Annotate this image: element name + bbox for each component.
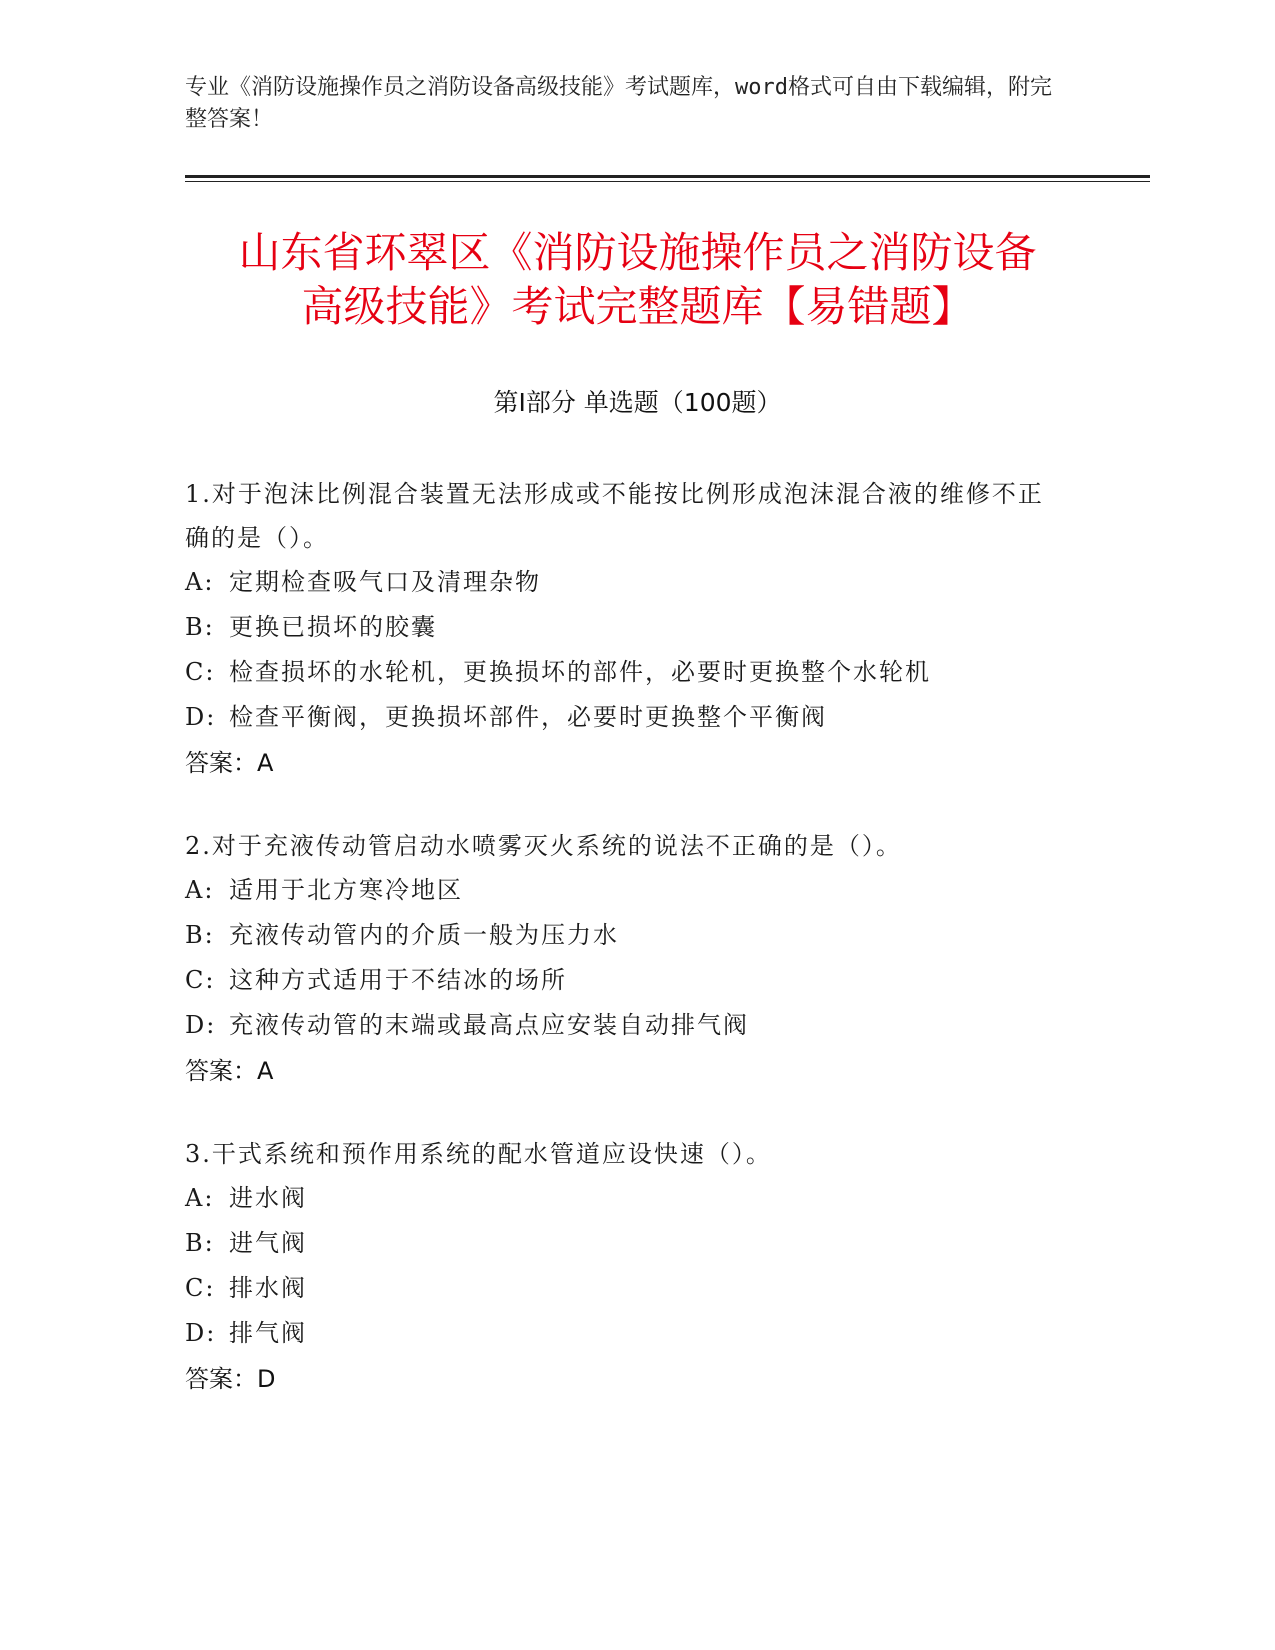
option-c xyxy=(185,650,1065,695)
option-letter: A: xyxy=(185,876,215,904)
question-2 xyxy=(185,824,1065,1094)
option-b xyxy=(185,605,1065,650)
option-d xyxy=(185,1003,1065,1048)
option-text: 排水阀 xyxy=(229,1274,307,1302)
option-b xyxy=(185,1221,1065,1266)
answer-line: 答案：D xyxy=(185,1365,276,1393)
option-letter: C: xyxy=(185,658,216,686)
option-c xyxy=(185,1266,1065,1311)
answer-line: 答案：A xyxy=(185,749,274,777)
option-text: 充液传动管内的介质一般为压力水 xyxy=(229,921,619,949)
header-rule-thick xyxy=(185,175,1150,178)
document-title-line-2: 高级技能》考试完整题库【易错题】 xyxy=(301,282,974,331)
option-text: 排气阀 xyxy=(229,1319,307,1347)
option-letter: A: xyxy=(185,568,215,596)
question-stem: 1.对于泡沫比例混合装置无法形成或不能按比例形成泡沫混合液的维修不正确的是（）。 xyxy=(185,480,1044,552)
option-letter: D: xyxy=(185,1011,217,1039)
option-text: 充液传动管的末端或最高点应安装自动排气阀 xyxy=(229,1011,749,1039)
option-text: 检查损坏的水轮机，更换损坏的部件，必要时更换整个水轮机 xyxy=(229,658,931,686)
option-letter: D: xyxy=(185,1319,217,1347)
question-stem: 2.对于充液传动管启动水喷雾灭火系统的说法不正确的是（）。 xyxy=(185,832,902,860)
option-b xyxy=(185,913,1065,958)
answer-line: 答案：A xyxy=(185,1057,274,1085)
option-c xyxy=(185,958,1065,1003)
option-letter: B: xyxy=(185,1229,215,1257)
option-letter: A: xyxy=(185,1184,215,1212)
header-rule-thin xyxy=(185,181,1150,182)
option-d xyxy=(185,695,1065,740)
option-letter: B: xyxy=(185,921,215,949)
option-letter: C: xyxy=(185,966,216,994)
question-list xyxy=(185,472,1065,1440)
option-a xyxy=(185,1176,1065,1221)
header-note: 专业《消防设施操作员之消防设备高级技能》考试题库，word格式可自由下载编辑，附完整答案！ xyxy=(185,75,1052,132)
section-heading: 第I部分 单选题（100题） xyxy=(493,388,782,417)
option-a xyxy=(185,868,1065,913)
option-a xyxy=(185,560,1065,605)
option-text: 这种方式适用于不结冰的场所 xyxy=(229,966,567,994)
option-text: 更换已损坏的胶囊 xyxy=(229,613,437,641)
question-1 xyxy=(185,472,1065,786)
question-3 xyxy=(185,1132,1065,1402)
option-text: 进水阀 xyxy=(229,1184,307,1212)
question-stem: 3.干式系统和预作用系统的配水管道应设快速（）。 xyxy=(185,1140,772,1168)
option-text: 定期检查吸气口及清理杂物 xyxy=(229,568,541,596)
option-text: 适用于北方寒冷地区 xyxy=(229,876,463,904)
document-title-line-1: 山东省环翠区《消防设施操作员之消防设备 xyxy=(238,228,1037,277)
option-text: 检查平衡阀，更换损坏部件，必要时更换整个平衡阀 xyxy=(229,703,827,731)
option-letter: C: xyxy=(185,1274,216,1302)
document-title xyxy=(150,226,1125,334)
option-letter: B: xyxy=(185,613,215,641)
option-text: 进气阀 xyxy=(229,1229,307,1257)
option-letter: D: xyxy=(185,703,217,731)
option-d xyxy=(185,1311,1065,1356)
